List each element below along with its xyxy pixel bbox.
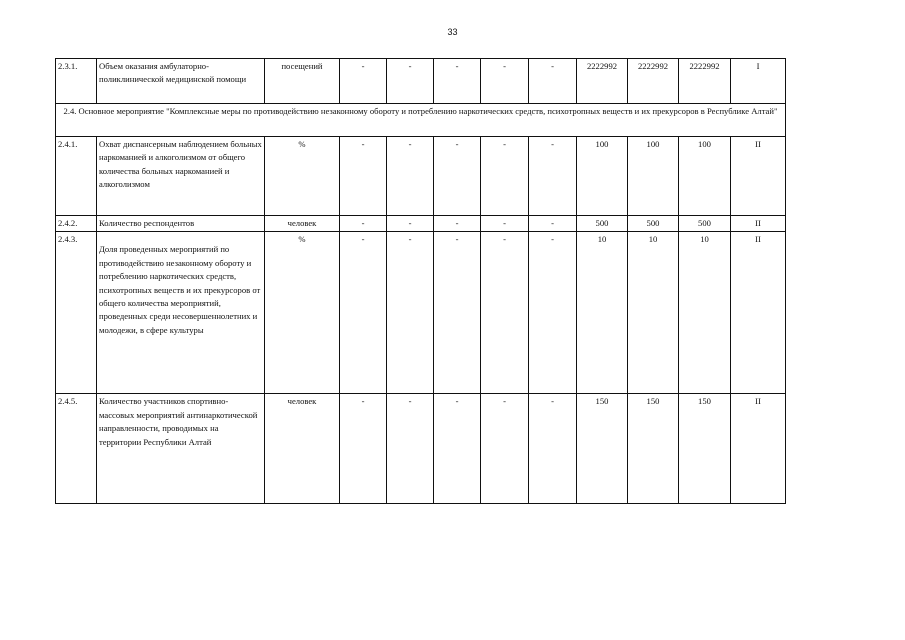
row-number: 2.4.3. xyxy=(56,232,97,394)
value-cell: - xyxy=(340,232,387,394)
value-cell: - xyxy=(481,59,529,104)
value-cell: 10 xyxy=(577,232,628,394)
value-cell: 10 xyxy=(679,232,731,394)
level-cell: II xyxy=(731,232,786,394)
value-cell: - xyxy=(434,394,481,504)
value-cell: - xyxy=(434,137,481,216)
unit-cell: % xyxy=(265,137,340,216)
unit-cell: человек xyxy=(265,216,340,232)
indicator-name: Охват диспансерным наблюдением больных наркоманией и алкоголизмом от общего количества больных наркоманией и алкоголизмом xyxy=(97,137,265,216)
indicator-name: Количество респондентов xyxy=(97,216,265,232)
indicator-name: Объем оказания амбулаторно-поликлинической медицинской помощи xyxy=(97,59,265,104)
row-number: 2.3.1. xyxy=(56,59,97,104)
unit-cell: % xyxy=(265,232,340,394)
row-number: 2.4.1. xyxy=(56,137,97,216)
indicator-name-text: Доля проведенных мероприятий по противодействию незаконному обороту и потреблению наркотических средств, психотропных веществ и их прекурсоров от общего количества мероприятий, проведенных среди несовершеннолетних и молодежи, в сфере культуры xyxy=(99,244,261,335)
value-cell: - xyxy=(340,216,387,232)
level-cell: II xyxy=(731,394,786,504)
value-cell: - xyxy=(340,394,387,504)
value-cell: - xyxy=(387,232,434,394)
table-row xyxy=(56,232,786,394)
value-cell: - xyxy=(481,216,529,232)
section-row xyxy=(56,104,786,137)
value-cell: - xyxy=(481,394,529,504)
value-cell: 500 xyxy=(628,216,679,232)
value-cell: 10 xyxy=(628,232,679,394)
value-cell: 150 xyxy=(577,394,628,504)
value-cell: 500 xyxy=(577,216,628,232)
indicator-name: Количество участников спортивно-массовых мероприятий антинаркотической направленности, проводимых на территории Республики Алтай xyxy=(97,394,265,504)
value-cell: - xyxy=(387,394,434,504)
value-cell: - xyxy=(434,59,481,104)
value-cell: - xyxy=(481,232,529,394)
value-cell: - xyxy=(529,394,577,504)
value-cell: 2222992 xyxy=(628,59,679,104)
value-cell: 150 xyxy=(628,394,679,504)
row-number: 2.4.2. xyxy=(56,216,97,232)
unit-cell: посещений xyxy=(265,59,340,104)
value-cell: - xyxy=(529,216,577,232)
page-number: 33 xyxy=(447,27,458,37)
table-row xyxy=(56,137,786,216)
value-cell: - xyxy=(387,216,434,232)
value-cell: 500 xyxy=(679,216,731,232)
value-cell: - xyxy=(481,137,529,216)
value-cell: 2222992 xyxy=(679,59,731,104)
value-cell: - xyxy=(340,59,387,104)
row-number: 2.4.5. xyxy=(56,394,97,504)
value-cell: 150 xyxy=(679,394,731,504)
value-cell: 2222992 xyxy=(577,59,628,104)
value-cell: - xyxy=(340,137,387,216)
value-cell: 100 xyxy=(679,137,731,216)
value-cell: - xyxy=(529,232,577,394)
section-heading: 2.4. Основное мероприятие "Комплексные меры по противодействию незаконному обороту и потреблению наркотических средств, психотропных веществ и их прекурсоров в Республике Алтай" xyxy=(56,104,786,137)
indicators-table xyxy=(55,58,786,504)
value-cell: - xyxy=(387,59,434,104)
value-cell: 100 xyxy=(577,137,628,216)
level-cell: I xyxy=(731,59,786,104)
value-cell: - xyxy=(529,59,577,104)
table-row xyxy=(56,216,786,232)
value-cell: 100 xyxy=(628,137,679,216)
value-cell: - xyxy=(529,137,577,216)
table-row xyxy=(56,59,786,104)
value-cell: - xyxy=(387,137,434,216)
value-cell: - xyxy=(434,232,481,394)
value-cell: - xyxy=(434,216,481,232)
level-cell: II xyxy=(731,137,786,216)
indicator-name xyxy=(97,232,265,394)
table-row xyxy=(56,394,786,504)
unit-cell: человек xyxy=(265,394,340,504)
level-cell: II xyxy=(731,216,786,232)
